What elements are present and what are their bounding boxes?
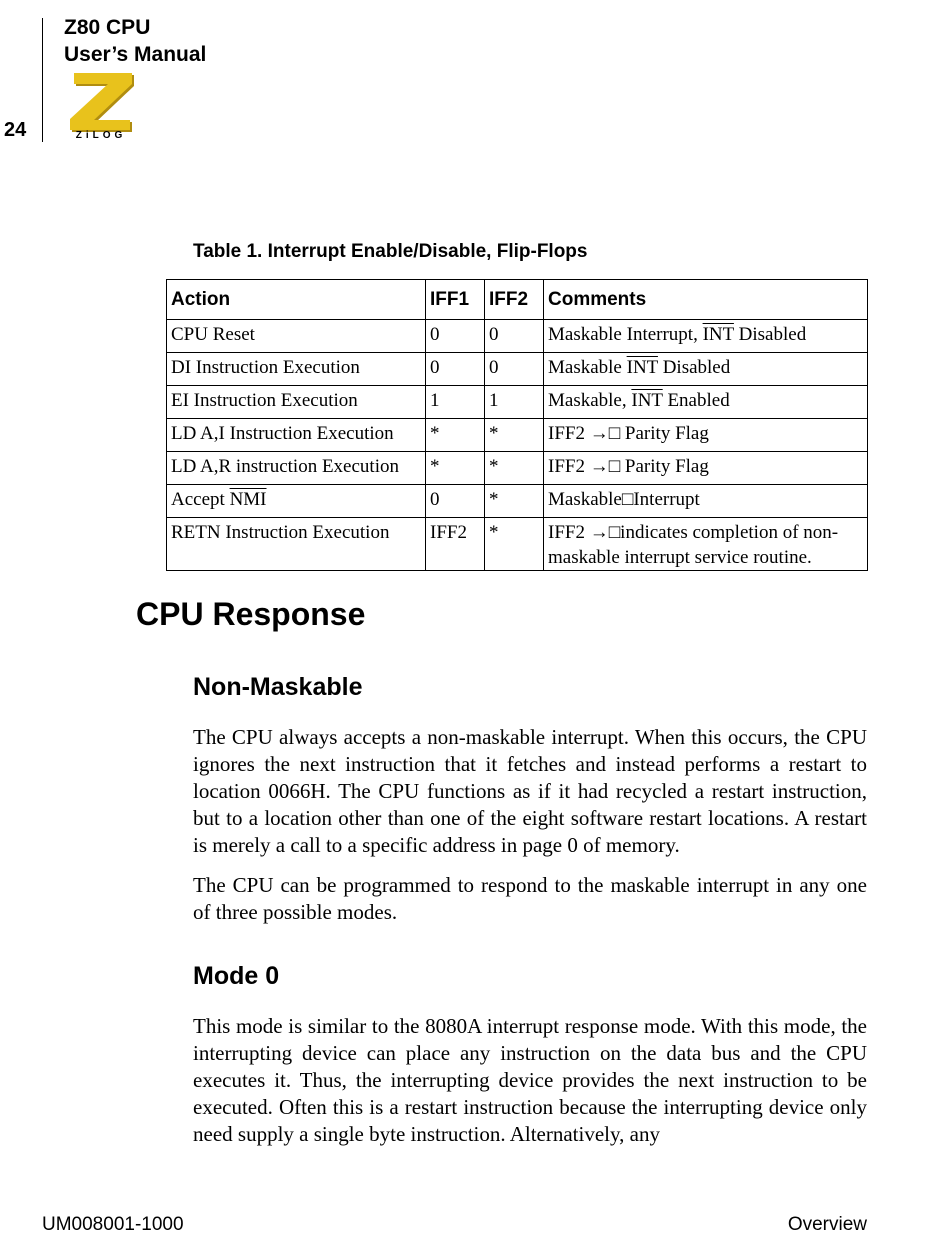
cell-iff2: *	[485, 485, 544, 518]
col-header-iff1: IFF1	[426, 280, 485, 320]
cell-iff1: 0	[426, 320, 485, 353]
cell-iff1: IFF2	[426, 518, 485, 571]
section-title: CPU Response	[136, 596, 366, 632]
cell-action: RETN Instruction Execution	[167, 518, 426, 571]
interrupt-flipflop-table	[166, 279, 868, 571]
cell-iff1: 0	[426, 485, 485, 518]
col-header-comments: Comments	[544, 280, 868, 320]
comment-signal: $\overline{INT}$	[702, 324, 734, 345]
action-signal: $\overline{NMI}$	[229, 489, 267, 510]
cell-action: LD A,I Instruction Execution	[167, 419, 426, 452]
cell-iff1: 1	[426, 386, 485, 419]
manual-title-line2: User’s Manual	[64, 43, 207, 66]
cell-comment: Maskable□Interrupt	[544, 485, 868, 518]
header-rule	[42, 18, 43, 142]
table-row	[167, 353, 868, 386]
cell-comment: IFF2 →□ Parity Flag	[544, 452, 868, 485]
manual-title	[64, 14, 206, 68]
comment-text: Disabled	[657, 357, 731, 378]
comment-text: Maskable Interrupt,	[548, 324, 703, 345]
comment-text: Maskable,	[548, 390, 632, 411]
table-row	[167, 485, 868, 518]
table-row	[167, 320, 868, 353]
comment-signal: $\overline{INT}$	[626, 357, 658, 378]
table-row	[167, 452, 868, 485]
paragraph-nonmaskable-1: The CPU always accepts a non-maskable interrupt. When this occurs, the CPU ignores the next instruction that it fetches and instead performs a restart to location 0066H. The CPU functions as if it had recycled a restart instruction, but to a location other than one of the eight software restart locations. A restart is merely a call to a specific address in page 0 of memory.	[193, 725, 867, 857]
footer-section-name: Overview	[787, 1214, 867, 1235]
cell-action: EI Instruction Execution	[167, 386, 426, 419]
cell-iff2: *	[485, 452, 544, 485]
subsection-title-mode0: Mode 0	[193, 962, 280, 990]
manual-title-line1: Z80 CPU	[64, 16, 151, 39]
cell-iff2: 1	[485, 386, 544, 419]
page-number: 24	[4, 119, 27, 141]
cell-iff1: 0	[426, 353, 485, 386]
cell-comment	[544, 320, 868, 353]
cell-action: CPU Reset	[167, 320, 426, 353]
cell-iff1: *	[426, 419, 485, 452]
cell-action: DI Instruction Execution	[167, 353, 426, 386]
cell-iff2: 0	[485, 320, 544, 353]
table-row	[167, 419, 868, 452]
cell-comment	[544, 353, 868, 386]
col-header-iff2: IFF2	[485, 280, 544, 320]
footer-doc-number: UM008001-1000	[42, 1214, 184, 1235]
comment-text: Disabled	[733, 324, 807, 345]
paragraph-mode0: This mode is similar to the 8080A interrupt response mode. With this mode, the interrupting device can place any instruction on the data bus and the CPU executes it. Thus, the interrupting device provides the next instruction to be executed. Often this is a restart instruction because the interrupting device only need supply a single byte instruction. Alternatively, any	[193, 1014, 867, 1146]
cell-iff2: 0	[485, 353, 544, 386]
cell-comment: IFF2 →□ Parity Flag	[544, 419, 868, 452]
cell-iff2: *	[485, 419, 544, 452]
cell-comment: IFF2 →□indicates completion of non-maskable interrupt service routine.	[544, 518, 868, 571]
table-caption: Table 1. Interrupt Enable/Disable, Flip-Flops	[193, 241, 588, 262]
comment-text: Enabled	[662, 390, 730, 411]
table-row	[167, 386, 868, 419]
cell-action	[167, 485, 426, 518]
paragraph-nonmaskable-2: The CPU can be programmed to respond to the maskable interrupt in any one of three possible modes.	[193, 873, 867, 924]
action-text: Accept	[171, 489, 230, 510]
cell-iff1: *	[426, 452, 485, 485]
comment-signal: $\overline{INT}$	[631, 390, 663, 411]
comment-text: Maskable	[548, 357, 627, 378]
cell-iff2: *	[485, 518, 544, 571]
subsection-title-nonmaskable: Non-Maskable	[193, 673, 363, 701]
cell-comment	[544, 386, 868, 419]
logo-wordmark: ZiLOG	[75, 130, 127, 141]
table-header-row	[167, 280, 868, 320]
col-header-action: Action	[167, 280, 426, 320]
table-row	[167, 518, 868, 571]
cell-action: LD A,R instruction Execution	[167, 452, 426, 485]
